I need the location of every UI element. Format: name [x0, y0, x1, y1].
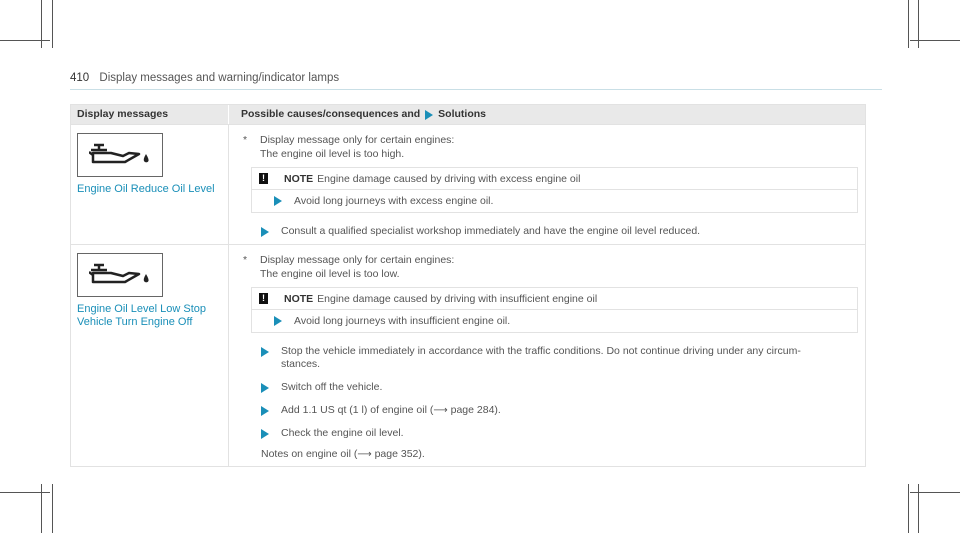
- play-arrow-icon: [425, 110, 433, 120]
- solutions-cell: * Display message only for certain engines: The engine oil level is too low. ! NOTE Engine damage caused by driving with insufficient engine oil Avoid long journeys with insufficient engine oil. Stop the vehicle immediately in accordance with the traffic conditions. Do not continue driving under any circum- stances. Switch off the vehicle. Add 1.1 US qt (1 l) of engine oil (⟶ page 284). Check the engine oil level. Notes on engine oil (⟶ page 352).: [229, 245, 865, 466]
- crop-mark: [0, 492, 50, 493]
- play-arrow-icon: [274, 316, 282, 326]
- solution-step: Check the engine oil level.: [281, 427, 404, 439]
- play-arrow-icon: [261, 227, 269, 237]
- engine-note: Display message only for certain engines:: [260, 254, 455, 266]
- play-arrow-icon: [261, 406, 269, 416]
- notes-reference: Notes on engine oil (⟶ page 352).: [261, 448, 425, 460]
- play-arrow-icon: [261, 429, 269, 439]
- solution-step: Add 1.1 US qt (1 l) of engine oil (⟶ page 284).: [281, 404, 501, 416]
- message-cell: [71, 125, 229, 244]
- cause-text: The engine oil level is too high.: [260, 148, 405, 160]
- page-ref-arrow-icon: ⟶: [357, 449, 372, 460]
- message-cell: [71, 245, 229, 466]
- note-label: NOTE: [284, 292, 314, 305]
- crop-mark: [910, 40, 960, 41]
- engine-oil-icon: [77, 253, 163, 297]
- page-title: Display messages and warning/indicator lamps: [99, 72, 340, 84]
- col-header-causes: [229, 105, 865, 124]
- note-label: NOTE: [284, 172, 314, 185]
- crop-mark: [52, 0, 53, 48]
- page-reference-link[interactable]: page 352).: [374, 448, 425, 460]
- engine-oil-icon: [77, 133, 163, 177]
- note-box: [251, 287, 858, 333]
- page-number: 410: [70, 72, 90, 84]
- solution-step: Switch off the vehicle.: [281, 381, 383, 393]
- note-action: Avoid long journeys with insufficient engine oil.: [294, 315, 511, 327]
- warning-icon: !: [259, 173, 268, 184]
- crop-mark: [908, 0, 909, 48]
- note-text: Engine damage caused by driving with excess engine oil: [317, 172, 581, 185]
- note-text: Engine damage caused by driving with insufficient engine oil: [317, 292, 598, 305]
- display-messages-table: [70, 104, 866, 467]
- solutions-cell: * Display message only for certain engines: The engine oil level is too high. ! NOTE Engine damage caused by driving with excess engine oil Avoid long journeys with excess engine oil. Consult a qualified specialist workshop immediately and have the engine oil level reduced.: [229, 125, 865, 244]
- solution-step: Consult a qualified specialist workshop immediately and have the engine oil level reduced.: [281, 225, 701, 237]
- page-ref-arrow-icon: ⟶: [433, 405, 448, 416]
- solution-step: Stop the vehicle immediately in accordance with the traffic conditions. Do not continue driving under any circum- stances.: [281, 345, 801, 370]
- page-reference-link[interactable]: page 284).: [450, 404, 501, 416]
- crop-mark: [0, 40, 50, 41]
- play-arrow-icon: [274, 196, 282, 206]
- cause-text: The engine oil level is too low.: [260, 268, 400, 280]
- crop-mark: [908, 484, 909, 533]
- warning-icon: !: [259, 293, 268, 304]
- play-arrow-icon: [261, 383, 269, 393]
- table-row: [71, 244, 865, 466]
- note-box: [251, 167, 858, 213]
- play-arrow-icon: [261, 347, 269, 357]
- table-header: [71, 105, 865, 124]
- note-action: Avoid long journeys with excess engine oil.: [294, 195, 494, 207]
- col-header-solutions-label: Solutions: [438, 108, 487, 120]
- col-header-causes-label: Possible causes/consequences and: [241, 108, 421, 120]
- crop-mark: [52, 484, 53, 533]
- crop-mark: [910, 492, 960, 493]
- table-row: [71, 124, 865, 244]
- display-message-text: Engine Oil Reduce Oil Level: [77, 183, 215, 195]
- header-divider: [70, 89, 882, 90]
- engine-note: Display message only for certain engines:: [260, 134, 455, 146]
- display-message-text: Engine Oil Level Low Stop Vehicle Turn Engine Off: [77, 303, 207, 328]
- col-header-display: Display messages: [71, 105, 229, 124]
- page-header: [70, 72, 339, 84]
